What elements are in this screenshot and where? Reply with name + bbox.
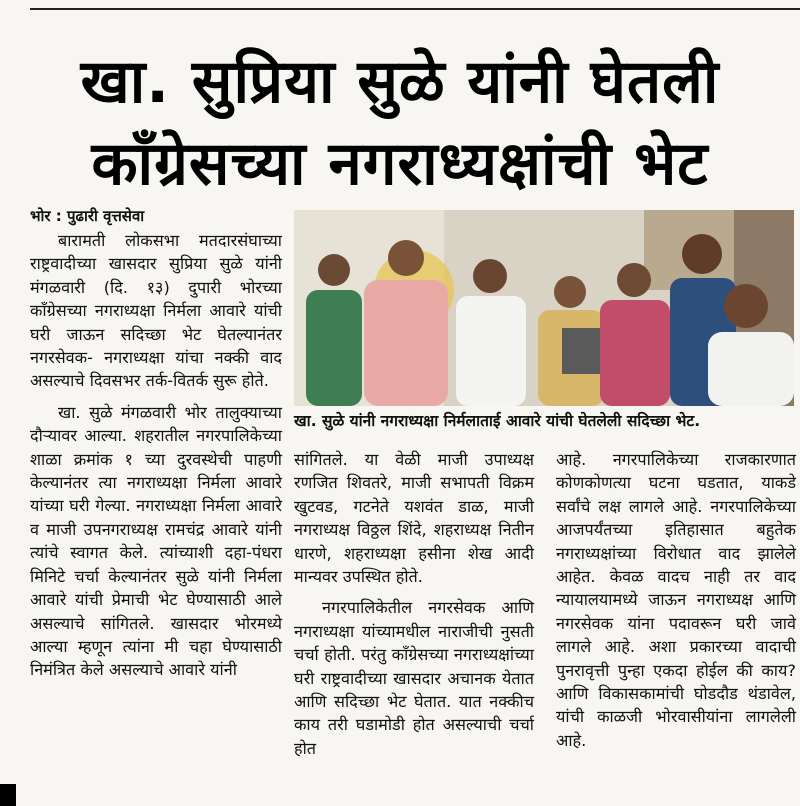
headline-line-1: खा. सुप्रिया सुळे यांनी घेतली (80, 47, 720, 117)
article-column-1 (30, 206, 282, 682)
top-rule (30, 8, 800, 10)
photo-illustration (294, 210, 794, 406)
article-column-2 (294, 448, 534, 760)
margin-marker (0, 784, 16, 806)
dateline: भोर : पुढारी वृत्तसेवा (30, 207, 145, 225)
paragraph: सांगितले. या वेळी माजी उपाध्यक्ष रणजित शिवतरे, माजी सभापती विक्रम खुटवड, गटनेते यशवंत डाळ, माजी नगराध्यक्ष विठ्ठल शिंदे, शहराध्यक्ष नितीन धारणे, शहराध्यक्षा हसीना शेख आदी मान्यवर उपस्थित होते. (294, 450, 534, 587)
photo-caption: खा. सुळे यांनी नगराध्यक्षा निर्मलाताई आवारे यांची घेतलेली सदिच्छा भेट. (294, 412, 701, 430)
paragraph: नगरपालिकेतील नगरसेवक आणि नगराध्यक्षा यांच्यामधील नाराजीची नुसती चर्चा होती. परंतु काँग्रेसच्या नगराध्यक्षांच्या घरी राष्ट्रवादीच्या खासदार अचानक येतात आणि सदिच्छा भेट घेतात. यात नक्कीच काय तरी घडामोडी होत असल्याची चर्चा होत (294, 598, 534, 758)
article-column-3 (556, 448, 796, 752)
headline-line-2: काँग्रेसच्या नगराध्यक्षांची भेट (91, 129, 709, 199)
news-photo (294, 210, 794, 406)
paragraph: बारामती लोकसभा मतदारसंघाच्या राष्ट्रवादीच्या खासदार सुप्रिया सुळे यांनी मंगळवारी (दि. १३) दुपारी भोरच्या काँग्रेसच्या नगराध्यक्षा निर्मला आवारे यांची घरी जाऊन सदिच्छा भेट घेतल्यानंतर नगरसेवक- नगराध्यक्षा यांचा नक्की वाद असल्याचे दिवसभर तर्क-वितर्क सुरू होते. (30, 231, 282, 391)
paragraph: आहे. नगरपालिकेच्या राजकारणात कोणकोणत्या घटना घडतात, याकडे सर्वांचे लक्ष लागले आहे. नगरपालिकेच्या आजपर्यंतच्या इतिहासात बहुतेक नगराध्यक्षांच्या विरोधात वाद झालेले आहेत. केवळ वादच नाही तर वाद न्यायालयामध्ये जाऊन नगराध्यक्ष आणि नगरसेवक यांना पदावरून घरी जावे लागले आहे. अशा प्रकारच्या वादाची पुनरावृत्ती पुन्हा एकदा होईल की काय? आणि विकासकामांची घोडदौड थंडावेल, यांची काळजी भोरवासीयांना लागलेली आहे. (556, 450, 796, 750)
paragraph: खा. सुळे मंगळवारी भोर तालुक्याच्या दौऱ्यावर आल्या. शहरातील नगरपालिकेच्या शाळा क्रमांक १ च्या दुरवस्थेची पाहणी केल्यानंतर त्या नगराध्यक्षा निर्मला आवारे यांच्या घरी गेल्या. नगराध्यक्षा निर्मला आवारे व माजी उपनगराध्यक्ष रामचंद्र आवारे यांनी त्यांचे स्वागत केले. त्यांच्याशी दहा-पंधरा मिनिटे चर्चा केल्यानंतर सुळे यांनी निर्मला आवारे यांची प्रेमाची भेट घेण्यासाठी आले असल्याचे सांगितले. खासदार भोरमध्ये आल्या म्हणून त्यांना मी चहा घेण्यासाठी निमंत्रित केले असल्याचे आवारे यांनी (30, 402, 282, 680)
